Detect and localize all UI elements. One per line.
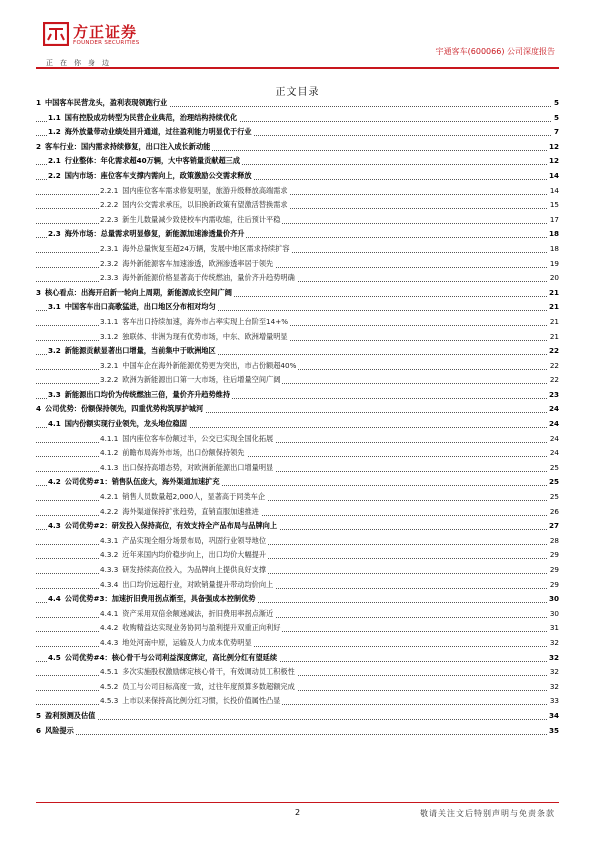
toc-entry-label — [100, 359, 298, 374]
toc-entry-text: 盈利预测及估值 — [45, 710, 96, 720]
report-title: 宇通客车(600066) 公司深度报告 — [435, 47, 555, 56]
toc-entry-page: 18 — [548, 242, 559, 257]
toc-entry-number: 4.3.3 — [100, 565, 119, 574]
toc-entry-text: 海外总量恢复至超24万辆，发展中地区需求持续扩容 — [122, 243, 290, 253]
toc-entry-label — [100, 198, 290, 213]
toc-entry-label — [100, 680, 297, 695]
toc-entry-text: 中国客车民营龙头，盈利表现领跑行业 — [45, 98, 168, 107]
toc-entry-text: 海外新能源价格显著高于传统燃油，量价齐升趋势明确 — [122, 273, 295, 283]
brand-slogan: 正在你身边 — [46, 59, 116, 67]
toc-entry-number: 4.2.2 — [100, 506, 119, 516]
toc-entry-page: 24 — [547, 417, 559, 432]
toc-entry-text: 客车行业：国内需求持续修复，出口注入成长新动能 — [45, 141, 211, 151]
toc-entry-page: 26 — [548, 505, 559, 520]
toc-entry-label — [48, 475, 222, 490]
disclaimer-note: 敬请关注文后特别声明与免责条款 — [420, 809, 555, 818]
toc-entry-label — [100, 271, 297, 286]
toc-entry-text: 国内座位客车需求修复明显，旅游升级释放高端需求 — [122, 185, 288, 195]
toc-entry-label — [48, 154, 242, 169]
toc-entry-page: 24 — [548, 432, 559, 447]
toc-entry-number: 1.1 — [48, 112, 61, 122]
header-divider — [36, 67, 559, 69]
table-of-contents — [36, 96, 559, 738]
toc-entry-3-3[interactable] — [36, 388, 559, 403]
toc-entry-page: 29 — [548, 563, 559, 578]
toc-entry-label — [100, 636, 254, 651]
toc-entry-page: 14 — [547, 169, 559, 184]
toc-entry-number: 2.1 — [48, 156, 61, 166]
toc-entry-2[interactable] — [36, 140, 559, 155]
toc-entry-2-2-1[interactable] — [36, 184, 559, 199]
toc-entry-page: 24 — [547, 402, 559, 417]
toc-entry-number: 2.3.2 — [100, 258, 119, 268]
toc-entry-page: 5 — [552, 111, 559, 126]
toc-entry-text: 公司优势#1：销售队伍庞大，海外渠道加速扩充 — [64, 477, 220, 487]
toc-entry-2-1[interactable] — [36, 154, 559, 169]
toc-entry-number: 2.3.3 — [100, 273, 119, 283]
toc-entry-page: 30 — [547, 592, 559, 607]
toc-entry-text: 新生儿数量减少致使校车内需收缩，往后预计平稳 — [122, 214, 281, 224]
toc-entry-4-1-2[interactable] — [36, 446, 559, 461]
toc-entry-number: 3.2.1 — [100, 360, 119, 370]
toc-entry-text: 海外渠道保持扩张趋势，直销直服加速推进 — [122, 506, 259, 516]
toc-entry-4-4-1[interactable] — [36, 607, 559, 622]
toc-entry-text: 客车出口持续加速，海外市占率实现上台阶至14+% — [122, 316, 289, 326]
toc-entry-text: 欧洲为新能源出口第一大市场，往后增量空间广阔 — [122, 375, 281, 385]
toc-entry-label — [100, 330, 290, 345]
toc-entry-text: 出口保持高增态势，对欧洲新能源出口增量明显 — [122, 462, 274, 472]
toc-entry-1-1[interactable] — [36, 111, 559, 126]
toc-entry-number: 3.2 — [48, 346, 61, 356]
toc-entry-number: 4.1.2 — [100, 448, 119, 458]
toc-entry-number: 4.5.3 — [100, 696, 119, 706]
toc-entry-4-3-4[interactable] — [36, 578, 559, 593]
toc-entry-page: 32 — [548, 636, 559, 651]
toc-entry-4-4[interactable] — [36, 592, 559, 607]
toc-entry-number: 3.2.2 — [100, 375, 119, 385]
toc-entry-number: 4.4.2 — [100, 623, 119, 633]
toc-entry-page: 30 — [548, 607, 559, 622]
toc-entry-page: 21 — [547, 286, 559, 301]
toc-entry-4-5-2[interactable] — [36, 680, 559, 695]
toc-entry-label — [48, 227, 246, 242]
toc-entry-label — [48, 111, 239, 126]
toc-entry-4-1[interactable] — [36, 417, 559, 432]
toc-entry-3-1-1[interactable] — [36, 315, 559, 330]
toc-entry-number: 2.2.1 — [100, 185, 119, 195]
toc-entry-text: 员工与公司目标高度一致，过往年度预算多数超额完成 — [122, 681, 295, 691]
toc-entry-text: 地处河南中原，运输及人力成本优势明显 — [122, 637, 252, 647]
toc-entry-label — [100, 534, 268, 549]
toc-entry-text: 新能源贡献显著出口增量，当前集中于欧洲地区 — [64, 346, 216, 356]
toc-entry-text: 风险提示 — [45, 725, 74, 735]
toc-entry-page: 25 — [548, 461, 559, 476]
toc-entry-text: 资产采用双倍余额递减法，折旧费用率拐点渐近 — [122, 608, 274, 618]
toc-entry-number: 2.3.1 — [100, 243, 119, 253]
toc-entry-text: 公司优势#4：核心骨干与公司利益深度绑定，高比例分红有望延续 — [64, 652, 278, 662]
toc-entry-4-3-1[interactable] — [36, 534, 559, 549]
page-header — [0, 0, 595, 70]
toc-entry-label — [100, 621, 282, 636]
toc-entry-page: 12 — [547, 154, 559, 169]
toc-entry-4-1-3[interactable] — [36, 461, 559, 476]
toc-entry-text: 海外市场：总量需求明显修复，新能源加速渗透量价齐升 — [64, 229, 245, 239]
toc-entry-number: 3.1.1 — [100, 316, 119, 326]
toc-entry-number: 2 — [36, 141, 42, 151]
toc-entry-text: 海外新能源客车加速渗透，欧洲渗透率居于领先 — [122, 258, 274, 268]
toc-entry-number: 4.3 — [48, 521, 61, 531]
toc-entry-page: 20 — [548, 271, 559, 286]
toc-entry-page: 32 — [547, 651, 559, 666]
toc-entry-page: 14 — [548, 184, 559, 199]
toc-entry-3-2-1[interactable] — [36, 359, 559, 374]
toc-entry-2-3-2[interactable] — [36, 257, 559, 272]
toc-entry-number: 4.3.2 — [100, 550, 119, 560]
toc-entry-page: 21 — [548, 315, 559, 330]
toc-entry-label — [100, 213, 282, 228]
toc-entry-3-2-2[interactable] — [36, 373, 559, 388]
toc-entry-text: 行业整体：年化需求超40万辆，大中客销量贡献超三成 — [64, 156, 241, 166]
toc-entry-text: 研发持续高位投入，为品牌向上提供良好支撑 — [122, 565, 267, 574]
toc-entry-page: 29 — [548, 548, 559, 563]
toc-entry-number: 4.5 — [48, 652, 61, 662]
toc-leader-dots — [36, 719, 559, 720]
toc-entry-page: 19 — [548, 257, 559, 272]
toc-entry-label — [36, 724, 76, 739]
toc-entry-4-3-3[interactable] — [36, 563, 559, 578]
toc-entry-page: 18 — [547, 227, 559, 242]
toc-entry-page: 35 — [547, 724, 559, 739]
toc-entry-label — [100, 315, 290, 330]
toc-entry-number: 4.5.1 — [100, 667, 119, 677]
toc-heading: 正文目录 — [275, 87, 320, 98]
toc-entry-label — [48, 344, 218, 359]
toc-entry-6[interactable] — [36, 724, 559, 739]
toc-entry-text: 产品实现全细分场景布局，巩固行业领导地位 — [122, 535, 267, 545]
toc-entry-label — [100, 373, 282, 388]
toc-entry-label — [36, 709, 97, 724]
brand-name-cn: 方正证券 — [73, 23, 138, 41]
toc-entry-4[interactable] — [36, 402, 559, 417]
toc-entry-text: 近年来国内均价稳步向上，出口均价大幅提升 — [122, 550, 267, 560]
toc-entry-number: 5 — [36, 710, 42, 720]
toc-entry-1[interactable] — [36, 96, 559, 111]
toc-entry-page: 34 — [547, 709, 559, 724]
toc-entry-text: 公司优势#3：加速折旧费用拐点渐至，具备强成本控制优势 — [64, 594, 256, 604]
toc-entry-number: 2.2.3 — [100, 214, 119, 224]
toc-entry-page: 31 — [548, 621, 559, 636]
toc-entry-label — [100, 563, 268, 578]
toc-entry-page: 22 — [548, 373, 559, 388]
toc-entry-4-4-3[interactable] — [36, 636, 559, 651]
toc-entry-page: 22 — [548, 359, 559, 374]
toc-entry-2-3[interactable] — [36, 227, 559, 242]
toc-entry-number: 4.4.3 — [100, 637, 119, 647]
toc-entry-page: 21 — [547, 300, 559, 315]
toc-entry-4-5-3[interactable] — [36, 694, 559, 709]
toc-entry-label — [100, 446, 247, 461]
toc-entry-page: 5 — [552, 96, 559, 111]
toc-entry-4-5[interactable] — [36, 651, 559, 666]
toc-entry-2-3-3[interactable] — [36, 271, 559, 286]
toc-entry-4-4-2[interactable] — [36, 621, 559, 636]
toc-entry-label — [48, 388, 232, 403]
toc-entry-3-1-2[interactable] — [36, 330, 559, 345]
toc-entry-number: 4.1 — [48, 419, 61, 429]
toc-entry-page: 15 — [548, 198, 559, 213]
toc-entry-text: 中国客车出口高歌猛进，出口地区分布相对均匀 — [64, 302, 216, 312]
toc-entry-text: 多次实施股权激励绑定核心骨干，有效调动员工积极性 — [122, 667, 295, 677]
toc-leader-dots — [36, 734, 559, 735]
toc-entry-number: 4.5.2 — [100, 681, 119, 691]
toc-entry-label — [100, 505, 261, 520]
toc-entry-number: 4.2 — [48, 477, 61, 487]
toc-entry-number: 4 — [36, 404, 42, 414]
founder-logo-icon — [43, 22, 69, 46]
toc-entry-page: 22 — [547, 344, 559, 359]
toc-entry-page: 29 — [548, 578, 559, 593]
toc-entry-page: 21 — [548, 330, 559, 345]
toc-entry-page: 24 — [548, 446, 559, 461]
toc-entry-text: 出口均价远超行业，对欧销量提升带动均价向上 — [122, 579, 274, 589]
toc-entry-number: 4.1.3 — [100, 462, 119, 472]
toc-entry-label — [100, 665, 297, 680]
toc-entry-number: 4.3.1 — [100, 535, 119, 545]
toc-entry-text: 收购精益达实现业务协同与盈利提升双重正向利好 — [122, 623, 281, 633]
toc-entry-text: 公司优势#2：研发投入保持高位，有效支持全产品布局与品牌向上 — [64, 521, 278, 531]
toc-entry-text: 国内市场：座位客车支撑内需向上，政策激励公交需求释放 — [64, 170, 252, 180]
toc-entry-label — [100, 548, 268, 563]
toc-entry-label — [100, 257, 275, 272]
toc-entry-3-1[interactable] — [36, 300, 559, 315]
toc-entry-4-1-1[interactable] — [36, 432, 559, 447]
toc-entry-text: 独联体、非洲为现有优势市场，中东、欧洲增量明显 — [122, 331, 288, 341]
toc-entry-4-2[interactable] — [36, 475, 559, 490]
toc-entry-label — [48, 300, 218, 315]
toc-entry-2-2-2[interactable] — [36, 198, 559, 213]
toc-entry-number: 4.4.1 — [100, 608, 119, 618]
toc-entry-text: 新能源出口均价为传统燃油三倍，量价齐升趋势维持 — [64, 389, 231, 399]
toc-entry-number: 6 — [36, 725, 42, 735]
toc-entry-text: 海外放量带动业绩处回升通道，过往盈利能力明显优于行业 — [64, 127, 252, 137]
toc-entry-label — [100, 607, 275, 622]
toc-entry-number: 4.1.1 — [100, 433, 119, 443]
toc-entry-label — [100, 490, 267, 505]
toc-entry-4-5-1[interactable] — [36, 665, 559, 680]
toc-entry-label — [36, 96, 169, 111]
toc-entry-text: 国内公交需求承压，以旧换新政策有望激活替换需求 — [122, 200, 288, 210]
toc-entry-page: 32 — [548, 680, 559, 695]
toc-entry-label — [36, 286, 234, 301]
toc-entry-label — [48, 417, 189, 432]
toc-entry-2-3-1[interactable] — [36, 242, 559, 257]
toc-entry-number: 2.3 — [48, 229, 61, 239]
toc-entry-text: 国有控股成功转型为民营企业典范，治理结构持续优化 — [64, 112, 238, 122]
toc-entry-page: 33 — [548, 694, 559, 709]
toc-entry-number: 1 — [36, 98, 42, 107]
toc-entry-text: 销售人员数量超2,000人，显著高于同类车企 — [122, 492, 266, 502]
toc-entry-page: 25 — [548, 490, 559, 505]
toc-entry-label — [100, 578, 275, 593]
toc-entry-number: 4.4 — [48, 594, 61, 604]
toc-entry-text: 前瞻布局海外市场，出口份额保持领先 — [122, 448, 245, 458]
toc-entry-label — [48, 519, 279, 534]
toc-entry-text: 公司优势：份额保持领先，四重优势构筑厚护城河 — [45, 404, 204, 414]
toc-entry-number: 3.3 — [48, 389, 61, 399]
toc-entry-2-2-3[interactable] — [36, 213, 559, 228]
toc-entry-text: 核心看点：出海开启新一轮向上周期，新能源成长空间广阔 — [45, 287, 232, 297]
toc-entry-page: 25 — [547, 475, 559, 490]
toc-entry-4-3-2[interactable] — [36, 548, 559, 563]
toc-entry-label — [100, 432, 275, 447]
toc-entry-number: 4.2.1 — [100, 492, 119, 502]
toc-entry-text: 上市以来保持高比例分红习惯，长投价值属性凸显 — [122, 696, 281, 706]
toc-entry-label — [100, 694, 282, 709]
toc-entry-label — [100, 184, 290, 199]
toc-entry-page: 28 — [548, 534, 559, 549]
toc-entry-text: 中国车企在海外新能源优势更为突出，市占份额超40% — [122, 360, 297, 370]
toc-entry-page: 17 — [548, 213, 559, 228]
toc-entry-4-3[interactable] — [36, 519, 559, 534]
toc-entry-4-2-2[interactable] — [36, 505, 559, 520]
toc-entry-label — [36, 402, 205, 417]
toc-entry-number: 4.3.4 — [100, 579, 119, 589]
brand-name-en: FOUNDER SECURITIES — [73, 40, 140, 46]
toc-entry-label — [48, 169, 254, 184]
toc-entry-label — [36, 140, 212, 155]
toc-entry-page: 32 — [548, 665, 559, 680]
toc-entry-number: 2.2.2 — [100, 200, 119, 210]
toc-entry-text: 国内份额实现行业领先，龙头地位稳固 — [64, 419, 187, 429]
toc-entry-2-2[interactable] — [36, 169, 559, 184]
page-number: 2 — [294, 808, 301, 817]
toc-entry-3[interactable] — [36, 286, 559, 301]
toc-entry-4-2-1[interactable] — [36, 490, 559, 505]
toc-entry-1-2[interactable] — [36, 125, 559, 140]
toc-entry-label — [48, 125, 254, 140]
toc-entry-label — [48, 592, 257, 607]
toc-entry-label — [48, 651, 279, 666]
toc-entry-number: 1.2 — [48, 127, 61, 137]
toc-entry-number: 3 — [36, 287, 42, 297]
toc-entry-number: 2.2 — [48, 170, 61, 180]
toc-entry-page: 7 — [552, 125, 559, 140]
toc-entry-5[interactable] — [36, 709, 559, 724]
toc-entry-page: 23 — [547, 388, 559, 403]
toc-entry-3-2[interactable] — [36, 344, 559, 359]
toc-entry-label — [100, 461, 275, 476]
footer-divider — [36, 802, 559, 803]
toc-entry-number: 3.1.2 — [100, 331, 119, 341]
toc-entry-number: 3.1 — [48, 302, 61, 312]
toc-entry-page: 27 — [547, 519, 559, 534]
toc-entry-page: 12 — [547, 140, 559, 155]
toc-entry-label — [100, 242, 292, 257]
toc-entry-text: 国内座位客车份额过半，公交已实现全国化拓展 — [122, 433, 274, 443]
